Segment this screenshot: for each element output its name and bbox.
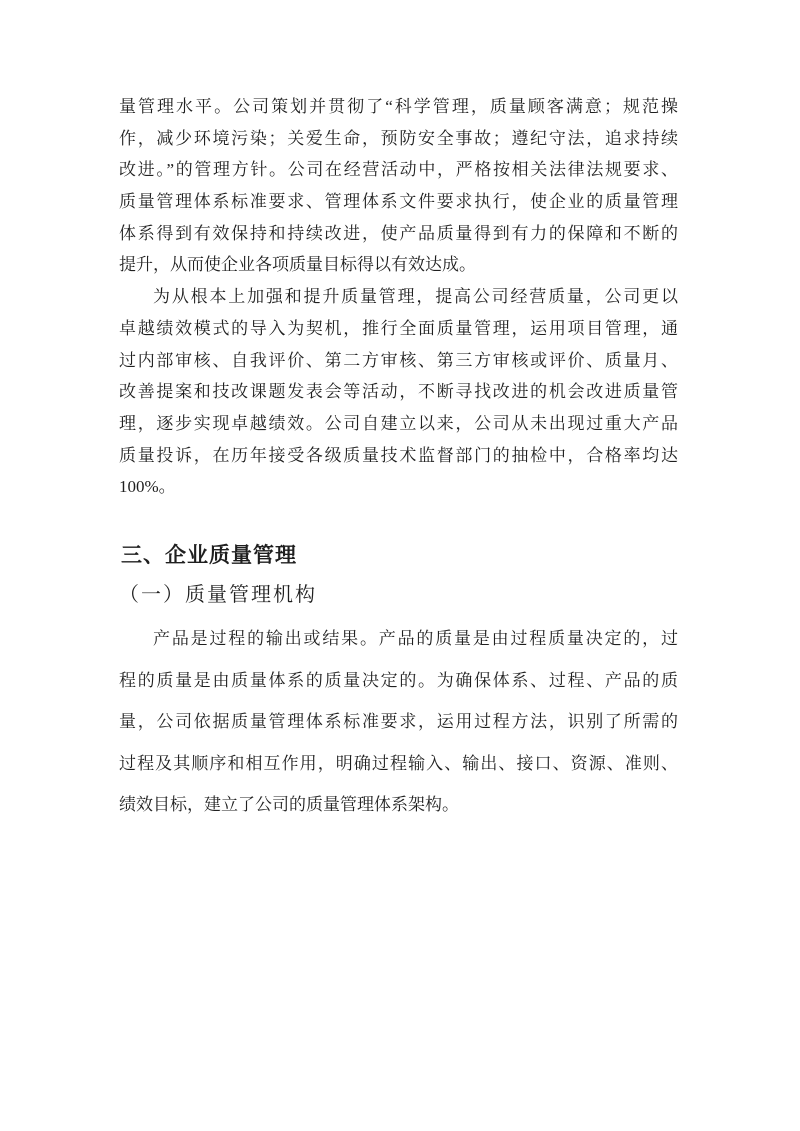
sub-heading: （一）质量管理机构: [119, 584, 317, 606]
text-line: 提升，从而使企业各项质量目标得以有效达成。: [119, 255, 476, 275]
text-line: 量，公司依据质量管理体系标准要求，运用过程方法，识别了所需的: [119, 712, 678, 732]
section-heading: 三、企业质量管理: [121, 543, 297, 567]
text-line: 过程及其顺序和相互作用，明确过程输入、输出、接口、资源、准则、: [119, 753, 678, 773]
text-line: 过内部审核、自我评价、第二方审核、第三方审核或评价、质量月、: [119, 350, 678, 370]
text-line: 质量投诉，在历年接受各级质量技术监督部门的抽检中，合格率均达: [119, 445, 678, 465]
text-line: 理，逐步实现卓越绩效。公司自建立以来，公司从未出现过重大产品: [119, 413, 678, 433]
text-line: 100%。: [119, 477, 176, 497]
text-line: 卓越绩效模式的导入为契机，推行全面质量管理，运用项目管理，通: [119, 318, 678, 338]
text-line: 产品是过程的输出或结果。产品的质量是由过程质量决定的，过: [153, 629, 678, 648]
text-line: 改善提案和技改课题发表会等活动，不断寻找改进的机会改进质量管: [119, 382, 678, 402]
text-line: 体系得到有效保持和持续改进，使产品质量得到有力的保障和不断的: [119, 223, 678, 243]
text-line: 绩效目标，建立了公司的质量管理体系架构。: [119, 795, 459, 815]
text-line: 程的质量是由质量体系的质量决定的。为确保体系、过程、产品的质: [119, 670, 678, 690]
text-line: 为从根本上加强和提升质量管理，提高公司经营质量，公司更以: [153, 287, 678, 307]
body-text-block: [119, 91, 678, 503]
text-line: 作，减少环境污染；关爱生命，预防安全事故；遵纪守法，追求持续: [119, 128, 678, 148]
text-line: 改进。”的管理方针。公司在经营活动中，严格按相关法律法规要求、: [119, 160, 678, 180]
text-line: 量管理水平。公司策划并贯彻了“科学管理，质量顾客满意；规范操: [119, 97, 678, 116]
body-text-block: [119, 618, 678, 826]
text-line: 质量管理体系标准要求、管理体系文件要求执行，使企业的质量管理: [119, 192, 678, 212]
